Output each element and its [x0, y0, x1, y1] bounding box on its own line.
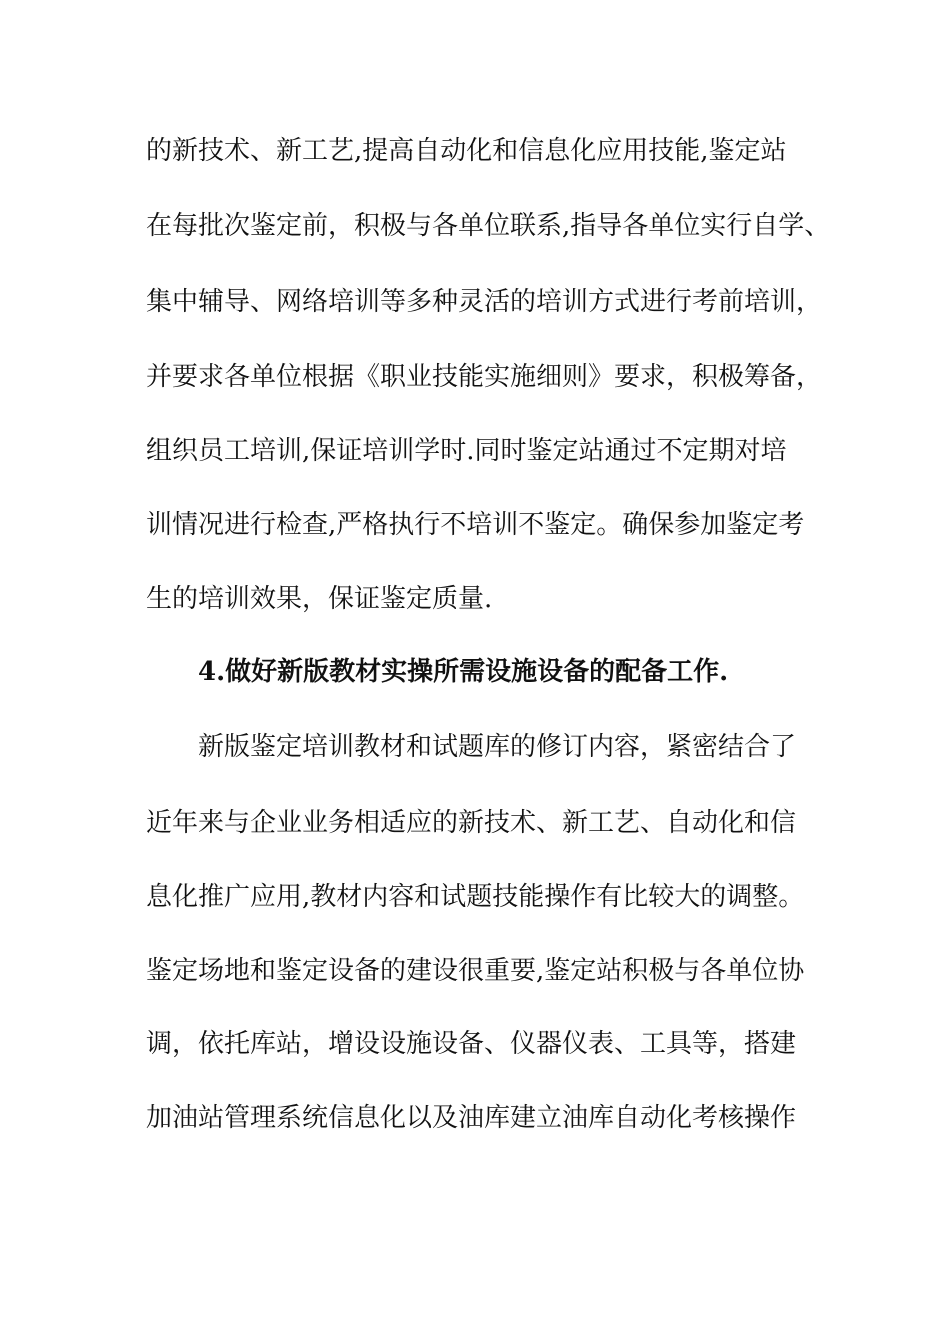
paragraph-line: 训情况进行检查,严格执行不培训不鉴定。确保参加鉴定考	[146, 510, 805, 540]
section-heading: 4.做好新版教材实操所需设施设备的配备工作.	[198, 657, 729, 687]
paragraph-line: 生的培训效果，保证鉴定质量.	[146, 584, 493, 614]
paragraph-line: 息化推广应用,教材内容和试题技能操作有比较大的调整。	[146, 882, 805, 912]
paragraph-line: 加油站管理系统信息化以及油库建立油库自动化考核操作	[146, 1103, 797, 1133]
paragraph-line: 集中辅导、网络培训等多种灵活的培训方式进行考前培训，	[146, 287, 823, 317]
paragraph-line: 的新技术、新工艺,提高自动化和信息化应用技能,鉴定站	[146, 136, 787, 166]
paragraph-line: 鉴定场地和鉴定设备的建设很重要,鉴定站积极与各单位协	[146, 956, 805, 986]
paragraph-line: 组织员工培训,保证培训学时.同时鉴定站通过不定期对培	[146, 436, 787, 466]
paragraph-line: 并要求各单位根据《职业技能实施细则》要求，积极筹备，	[146, 362, 823, 392]
paragraph-line: 在每批次鉴定前，积极与各单位联系,指导各单位实行自学、	[146, 211, 831, 241]
paragraph-line: 调，依托库站，增设设施设备、仪器仪表、工具等，搭建	[146, 1029, 797, 1059]
paragraph-line: 近年来与企业业务相适应的新技术、新工艺、自动化和信	[146, 808, 797, 838]
paragraph-line: 新版鉴定培训教材和试题库的修订内容，紧密结合了	[198, 732, 797, 762]
